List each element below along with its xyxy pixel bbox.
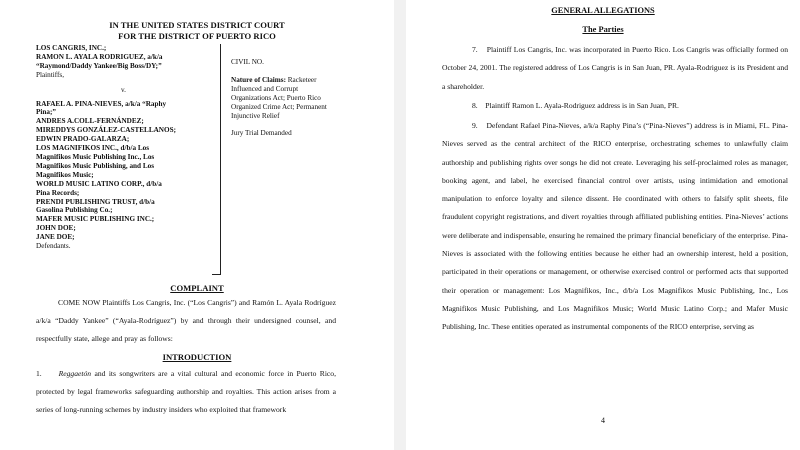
subsection-title: The Parties: [582, 25, 624, 34]
paragraph-1: [36, 365, 336, 419]
page-gutter: [394, 0, 406, 450]
party-line: Magnifikos Music Publishing Inc., Los: [36, 152, 155, 161]
party-line: Plaintiffs,: [36, 70, 65, 79]
claims-label: Nature of Claims:: [231, 75, 286, 84]
party-line: EDWIN PRADO-GALARZA;: [36, 135, 130, 144]
paragraph-number: 7.: [472, 45, 478, 54]
caption-parties: [36, 44, 211, 251]
versus-label: v.: [121, 85, 126, 94]
civil-no-label: CIVIL NO.: [231, 58, 264, 66]
paragraph-7: [442, 41, 788, 96]
party-line: Magnifikos Music Publishing, and Los: [36, 161, 155, 170]
party-line: MAFER MUSIC PUBLISHING INC.;: [36, 215, 155, 224]
party-line: ANDRES A.COLL-FERNÁNDEZ;: [36, 117, 144, 126]
case-info: [231, 58, 336, 138]
party-line: JOHN DOE;: [36, 224, 76, 233]
caption-bracket: [212, 44, 221, 275]
complaint-title: COMPLAINT: [170, 283, 224, 293]
plaintiff-list: [36, 44, 211, 80]
case-caption: [36, 44, 336, 274]
court-line-2: FOR THE DISTRICT OF PUERTO RICO: [118, 31, 276, 41]
party-line: Magnifikos Music;: [36, 170, 94, 179]
paragraph-9: [442, 117, 788, 337]
party-line: Gasolina Publishing Co.;: [36, 206, 113, 215]
complaint-body: COME NOW Plaintiffs Los Cangris, Inc. (“Los Cangris”) and Ramón L. Ayala Rodríguez a/k/a “Daddy Yankee” (“Ayala-Rodríguez”) by and through their undersigned counsel, and respectfully state, allege and pray as follows:: [36, 298, 336, 343]
page-number: 4: [601, 416, 605, 425]
court-line-1: IN THE UNITED STATES DISTRICT COURT: [109, 20, 285, 30]
party-line: JANE DOE;: [36, 233, 75, 242]
jury-demand: Jury Trial Demanded: [231, 129, 292, 138]
court-heading: [0, 20, 394, 42]
party-line: Defendants.: [36, 242, 71, 251]
party-line: MIREDDYS GONZÁLEZ-CASTELLANOS;: [36, 126, 176, 135]
paragraph-8: [442, 97, 788, 115]
left-page: [0, 0, 394, 450]
party-line: “Raymond/Daddy Yankee/Big Boss/DY;”: [36, 61, 162, 70]
introduction-title: INTRODUCTION: [162, 352, 232, 362]
party-line: RAMON L. AYALA RODRIGUEZ, a/k/a: [36, 52, 163, 61]
party-line: LOS MAGNIFIKOS INC., d/b/a Los: [36, 144, 150, 153]
nature-of-claims: [231, 76, 336, 121]
defendant-list: [36, 100, 211, 251]
party-line: WORLD MUSIC LATINO CORP., d/b/a: [36, 179, 162, 188]
paragraph-text: Defendant Rafael Pina-Nieves, a/k/a Raphy Pina’s (“Pina-Nieves”) address is in Miami, FL. Pina-Nieves served as the central architect of the RICO enterprise, orchestrating schemes to unlawfully claim authorship and publishing rights over songs he did not create. Leveraging his self-proclaimed roles as manager, booking agent, and label, he exercised financial control over artists, using intimidation and emotional manipulation to enforce loyalty and silence dissent. He coordinated with others to falsify split sheets, file fraudulent copyright registrations, and divert royalties through affiliated publishing entities. Pina-Nieves’ actions were deliberate and indispensable, ensuring he remained the primary financial beneficiary of the enterprise. Pina-Nieves is associated with the following entities because he either had an ownership interest, held a position, participated in their operations or management, or otherwise exercised control or performed acts that supported their operation or management: Los Magnifikos, Inc., d/b/a Los Magnifikos Music Publishing, Inc., Los Magnifikos Music Publishing, and Los Magnifikos Music; World Music Latino Corp.; and Mafer Music Publishing, Inc. These entities operated as instrumental components of the RICO enterprise, serving as: [442, 121, 789, 332]
paragraph-text: Plaintiff Ramon L. Ayala-Rodriguez address is in San Juan, PR.: [485, 101, 679, 110]
paragraph-number: 9.: [472, 121, 478, 130]
party-line: PRENDI PUBLISHING TRUST, d/b/a: [36, 197, 155, 206]
paragraph-number: 8.: [472, 101, 478, 110]
paragraph-text: and its songwriters are a vital cultural and economic force in Puerto Rico, protected by legal frameworks safeguarding authorship and royalties. This action arises from a series of long-running schemes by industry insiders who exploited that framework: [36, 369, 336, 414]
section-title: GENERAL ALLEGATIONS: [551, 6, 655, 15]
paragraph-number: 1.: [36, 369, 42, 378]
party-line: Pina Records;: [36, 188, 80, 197]
reggaeton-term: Reggaetón: [58, 369, 92, 378]
claims-text: Racketeer Influenced and Corrupt Organizations Act; Puerto Rico Organized Crime Act; Permanent Injunctive Relief: [231, 75, 327, 120]
party-line: RAFAEL A. PINA-NIEVES, a/k/a “Raphy: [36, 99, 167, 108]
party-line: LOS CANGRIS, INC.;: [36, 44, 107, 52]
paragraph-text: Plaintiff Los Cangris, Inc. was incorporated in Puerto Rico. Los Cangris was officially formed on October 24, 2001. The registered address of Los Cangris is in San Juan, PR. Ayala-Rodriguez is its President and a shareholder.: [442, 45, 789, 91]
right-page: [406, 0, 800, 450]
party-line: Pina;”: [36, 108, 56, 117]
